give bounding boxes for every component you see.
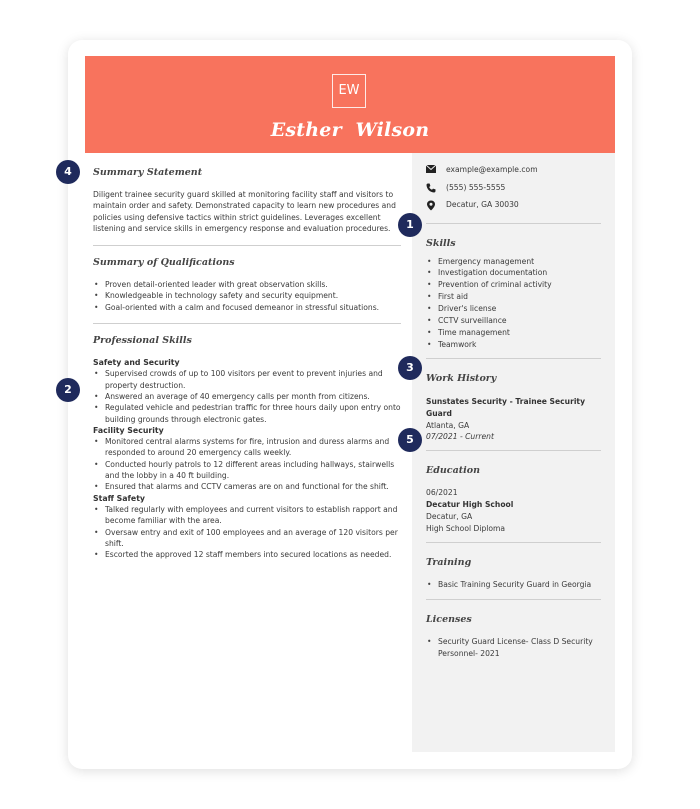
degree: High School Diploma <box>426 524 506 534</box>
skill-item: • Emergency management <box>426 256 601 268</box>
main-column <box>93 167 401 560</box>
last-name: Wilson <box>355 119 430 141</box>
skill-group-list <box>93 436 401 492</box>
phone-icon <box>426 183 436 193</box>
skill-group-list <box>93 368 401 424</box>
divider <box>426 599 601 600</box>
qualification-item: • Proven detail-oriented leader with great observation skills. <box>93 279 401 290</box>
skill-group-item: • Monitored central alarms systems for fire, intrusion and duress alarms and responded to around 20 emergency calls weekly. <box>93 436 401 459</box>
skills-list <box>426 256 601 351</box>
contact-phone <box>426 182 601 200</box>
training-item: • Basic Training Security Guard in Georgia <box>426 579 601 591</box>
summary-title: Summary Statement <box>93 167 203 178</box>
licenses-title: Licenses <box>426 613 472 625</box>
divider <box>426 223 601 224</box>
skill-group-item: • Supervised crowds of up to 100 visitors per event to prevent injuries and property destruction. <box>93 368 401 391</box>
training-list <box>426 579 601 591</box>
skill-item: • Teamwork <box>426 339 601 351</box>
qualifications-title: Summary of Qualifications <box>93 257 235 269</box>
divider <box>426 358 601 359</box>
divider <box>426 542 601 543</box>
contact-email <box>426 164 601 182</box>
skill-group-heading: Staff Safety <box>93 493 146 503</box>
job-dates: 07/2021 - Current <box>426 432 494 442</box>
first-name: Esther <box>270 119 342 141</box>
job-title <box>426 396 601 420</box>
sidebar <box>412 153 615 752</box>
job-location: Atlanta, GA <box>426 420 470 430</box>
work-history-title: Work History <box>426 372 497 384</box>
skill-item: • First aid <box>426 291 601 303</box>
map-pin-icon <box>426 200 436 211</box>
resume-page <box>85 56 615 752</box>
phone-text: (555) 555-5555 <box>446 182 506 192</box>
training-title: Training <box>426 557 472 568</box>
qualifications-list <box>93 279 401 313</box>
skill-group-item: • Escorted the approved 12 staff members into secured locations as needed. <box>93 549 401 560</box>
monogram: EW <box>332 74 366 108</box>
callout-badge-2: 2 <box>56 378 80 402</box>
summary-text: Diligent trainee security guard skilled at monitoring facility staff and visitors to maintain order and safety. Demonstrated capacity to learn new procedures and policies using defensive tactics within strict guidelines. Leverages excellent listening and service skills in emergency response and evaluation procedures. <box>93 190 396 233</box>
resume-header <box>85 56 615 153</box>
skill-group-item: • Oversaw entry and exit of 100 employees and an average of 120 visitors per shift. <box>93 527 401 550</box>
skill-group-list <box>93 504 401 560</box>
skill-group-item: • Talked regularly with employees and current visitors to establish rapport and become familiar with the area. <box>93 504 401 527</box>
qualification-item: • Knowledgeable in technology safety and security equipment. <box>93 290 401 301</box>
candidate-name <box>85 119 615 141</box>
callout-badge-4: 4 <box>56 160 80 184</box>
envelope-icon <box>426 165 436 173</box>
callout-badge-5: 5 <box>398 428 422 452</box>
divider <box>93 323 401 324</box>
skill-group-heading: Facility Security <box>93 425 164 435</box>
skill-group-item: • Ensured that alarms and CCTV cameras are on and functional for the shift. <box>93 481 401 492</box>
licenses-list <box>426 636 601 660</box>
divider <box>93 245 401 246</box>
skill-item: • Investigation documentation <box>426 267 601 279</box>
education-title: Education <box>426 465 480 477</box>
divider <box>426 450 601 451</box>
qualification-item: • Goal-oriented with a calm and focused demeanor in stressful situations. <box>93 302 401 313</box>
skill-group-heading: Safety and Security <box>93 358 180 368</box>
school-location: Decatur, GA <box>426 512 473 522</box>
skill-group-item: • Regulated vehicle and pedestrian traffic for three hours daily upon entry onto building grounds through electronic gates. <box>93 402 401 425</box>
job-title-line: Sunstates Security - Trainee Security <box>426 396 586 406</box>
skill-item: • CCTV surveillance <box>426 315 601 327</box>
skill-item: • Prevention of criminal activity <box>426 279 601 291</box>
school-name: Decatur High School <box>426 500 514 510</box>
skill-item: • Driver's license <box>426 303 601 315</box>
skill-group-item: • Conducted hourly patrols to 12 different areas including hallways, stairwells and the lobby in a 40 ft building. <box>93 459 401 482</box>
job-title-line: Guard <box>426 408 452 418</box>
callout-badge-1: 1 <box>398 213 422 237</box>
skill-group-item: • Answered an average of 40 emergency calls per month from citizens. <box>93 391 401 402</box>
callout-badge-3: 3 <box>398 356 422 380</box>
professional-skills-title: Professional Skills <box>93 335 192 347</box>
contact-location <box>426 199 601 217</box>
skill-item: • Time management <box>426 327 601 339</box>
location-text: Decatur, GA 30030 <box>446 200 519 209</box>
education-date: 06/2021 <box>426 488 458 498</box>
email-text: example@example.com <box>446 165 538 174</box>
skills-title: Skills <box>426 237 456 249</box>
license-item: • Security Guard License- Class D Security Personnel- 2021 <box>426 636 601 660</box>
